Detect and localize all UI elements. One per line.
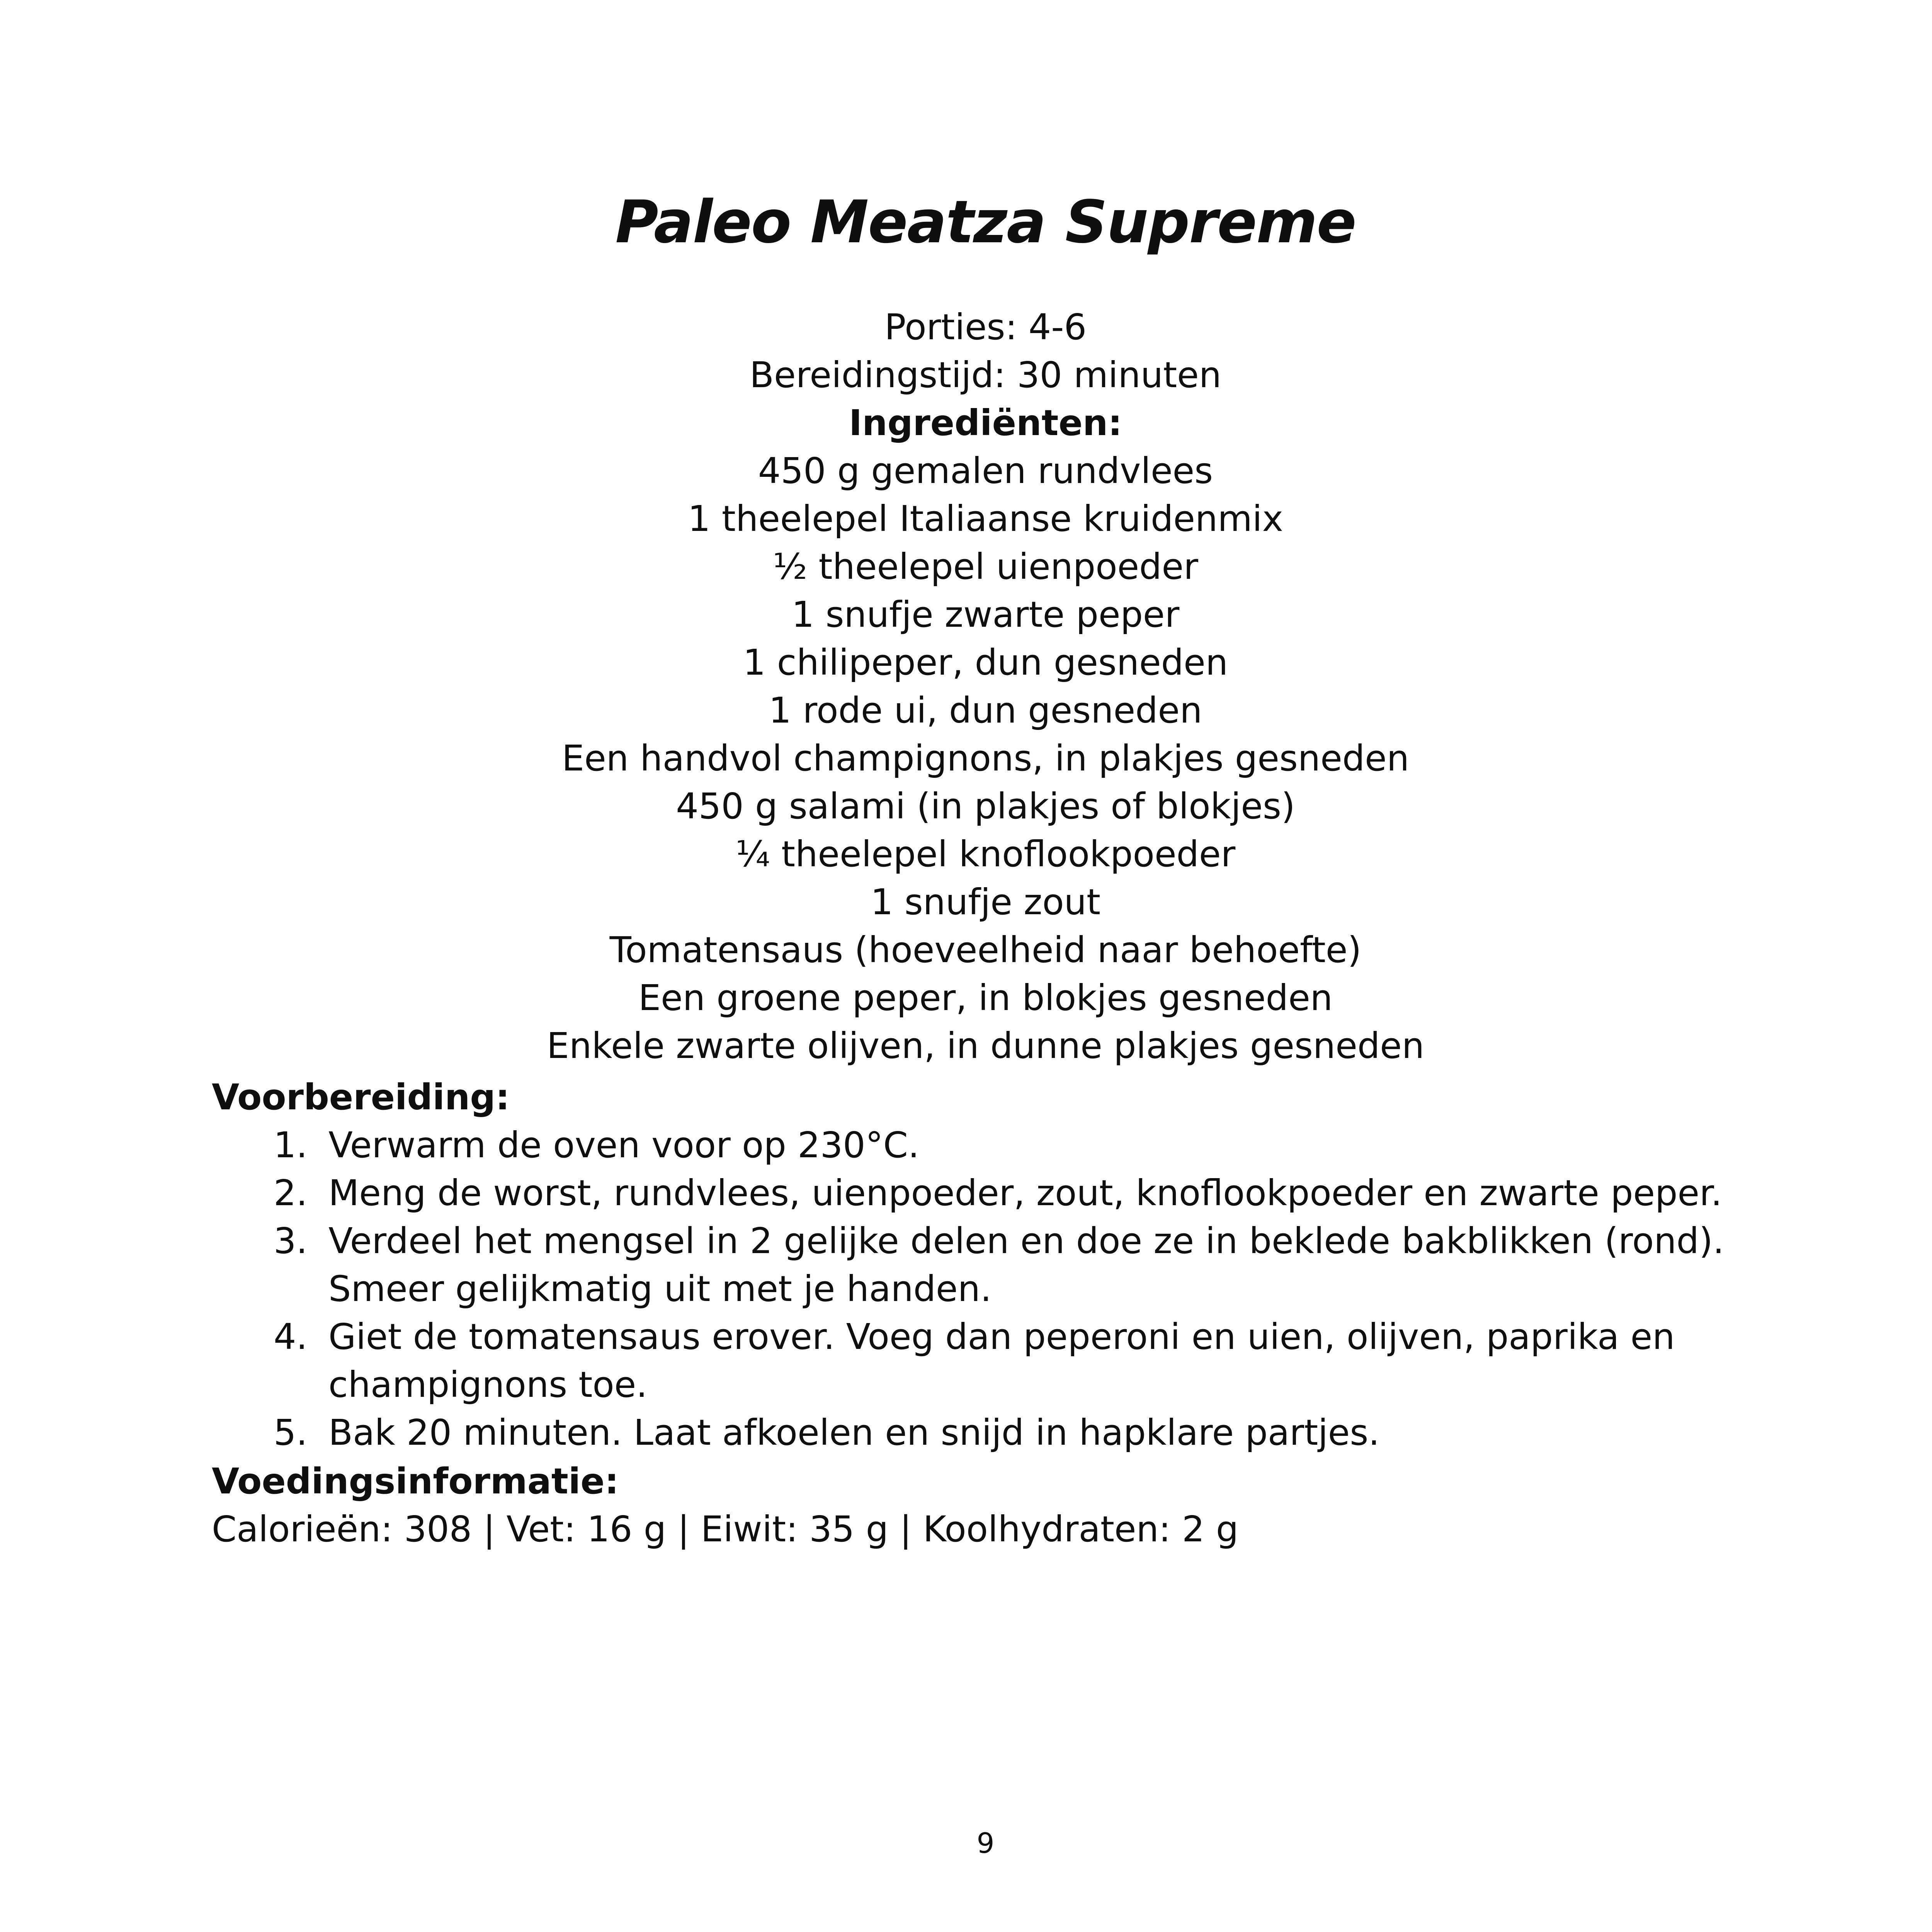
ingredients-heading: Ingrediënten: [849,402,1122,444]
ingredient-item: 450 g salami (in plakjes of blokjes) [676,786,1295,827]
ingredient-item: Een handvol champignons, in plakjes gesneden [562,738,1409,779]
step-item [212,1121,1835,1169]
ingredient-item: Een groene peper, in blokjes gesneden [638,977,1333,1019]
step-text [328,1121,1835,1169]
step-text [328,1217,1835,1313]
step-item [212,1409,1835,1457]
ingredient-item: Tomatensaus (hoeveelheid naar behoefte) [609,929,1362,971]
ingredient-item: ¼ theelepel knoflookpoeder [735,833,1236,875]
step-text [328,1409,1835,1457]
preparation-steps [212,1121,1835,1457]
step-line: Verwarm de oven voor op 230°C. [328,1124,920,1166]
step-text [328,1169,1835,1217]
ingredient-item: 1 snufje zout [870,881,1101,923]
step-line: Smeer gelijkmatig uit met je handen. [328,1268,992,1310]
ingredients-list [0,447,1932,1070]
step-line: Meng de worst, rundvlees, uienpoeder, zout, knoflookpoeder en zwarte peper. [328,1172,1722,1214]
step-item [212,1313,1835,1409]
nutrition-heading: Voedingsinformatie: [212,1461,619,1502]
step-number: 1. [274,1124,308,1166]
page-number: 9 [976,1827,995,1859]
ingredient-item: 1 theelepel Italiaanse kruidenmix [688,498,1283,539]
step-item [212,1169,1835,1217]
prep-time: Bereidingstijd: 30 minuten [749,354,1222,396]
step-line: champignons toe. [328,1364,648,1405]
recipe-title: Paleo Meatza Supreme [615,188,1356,256]
step-line: Bak 20 minuten. Laat afkoelen en snijd in hapklare partjes. [328,1412,1380,1453]
step-number: 4. [274,1316,308,1357]
recipe-meta [0,303,1932,1070]
step-number: 5. [274,1412,308,1453]
ingredient-item: 450 g gemalen rundvlees [758,450,1213,492]
servings: Porties: 4-6 [884,306,1087,348]
ingredient-item: ½ theelepel uienpoeder [773,546,1198,587]
step-number: 2. [274,1172,308,1214]
step-item [212,1217,1835,1313]
nutrition-info: Calorieën: 308 | Vet: 16 g | Eiwit: 35 g | Koolhydraten: 2 g [212,1509,1239,1550]
step-line: Verdeel het mengsel in 2 gelijke delen en doe ze in beklede bakblikken (rond). [328,1220,1725,1262]
step-line: Giet de tomatensaus erover. Voeg dan peperoni en uien, olijven, paprika en [328,1316,1675,1357]
ingredient-item: 1 rode ui, dun gesneden [769,690,1202,731]
ingredient-item: 1 chilipeper, dun gesneden [743,642,1228,683]
ingredient-item: Enkele zwarte olijven, in dunne plakjes gesneden [546,1025,1425,1066]
step-text [328,1313,1835,1409]
preparation-heading: Voorbereiding: [212,1077,510,1118]
step-number: 3. [274,1220,308,1262]
ingredient-item: 1 snufje zwarte peper [791,594,1180,635]
